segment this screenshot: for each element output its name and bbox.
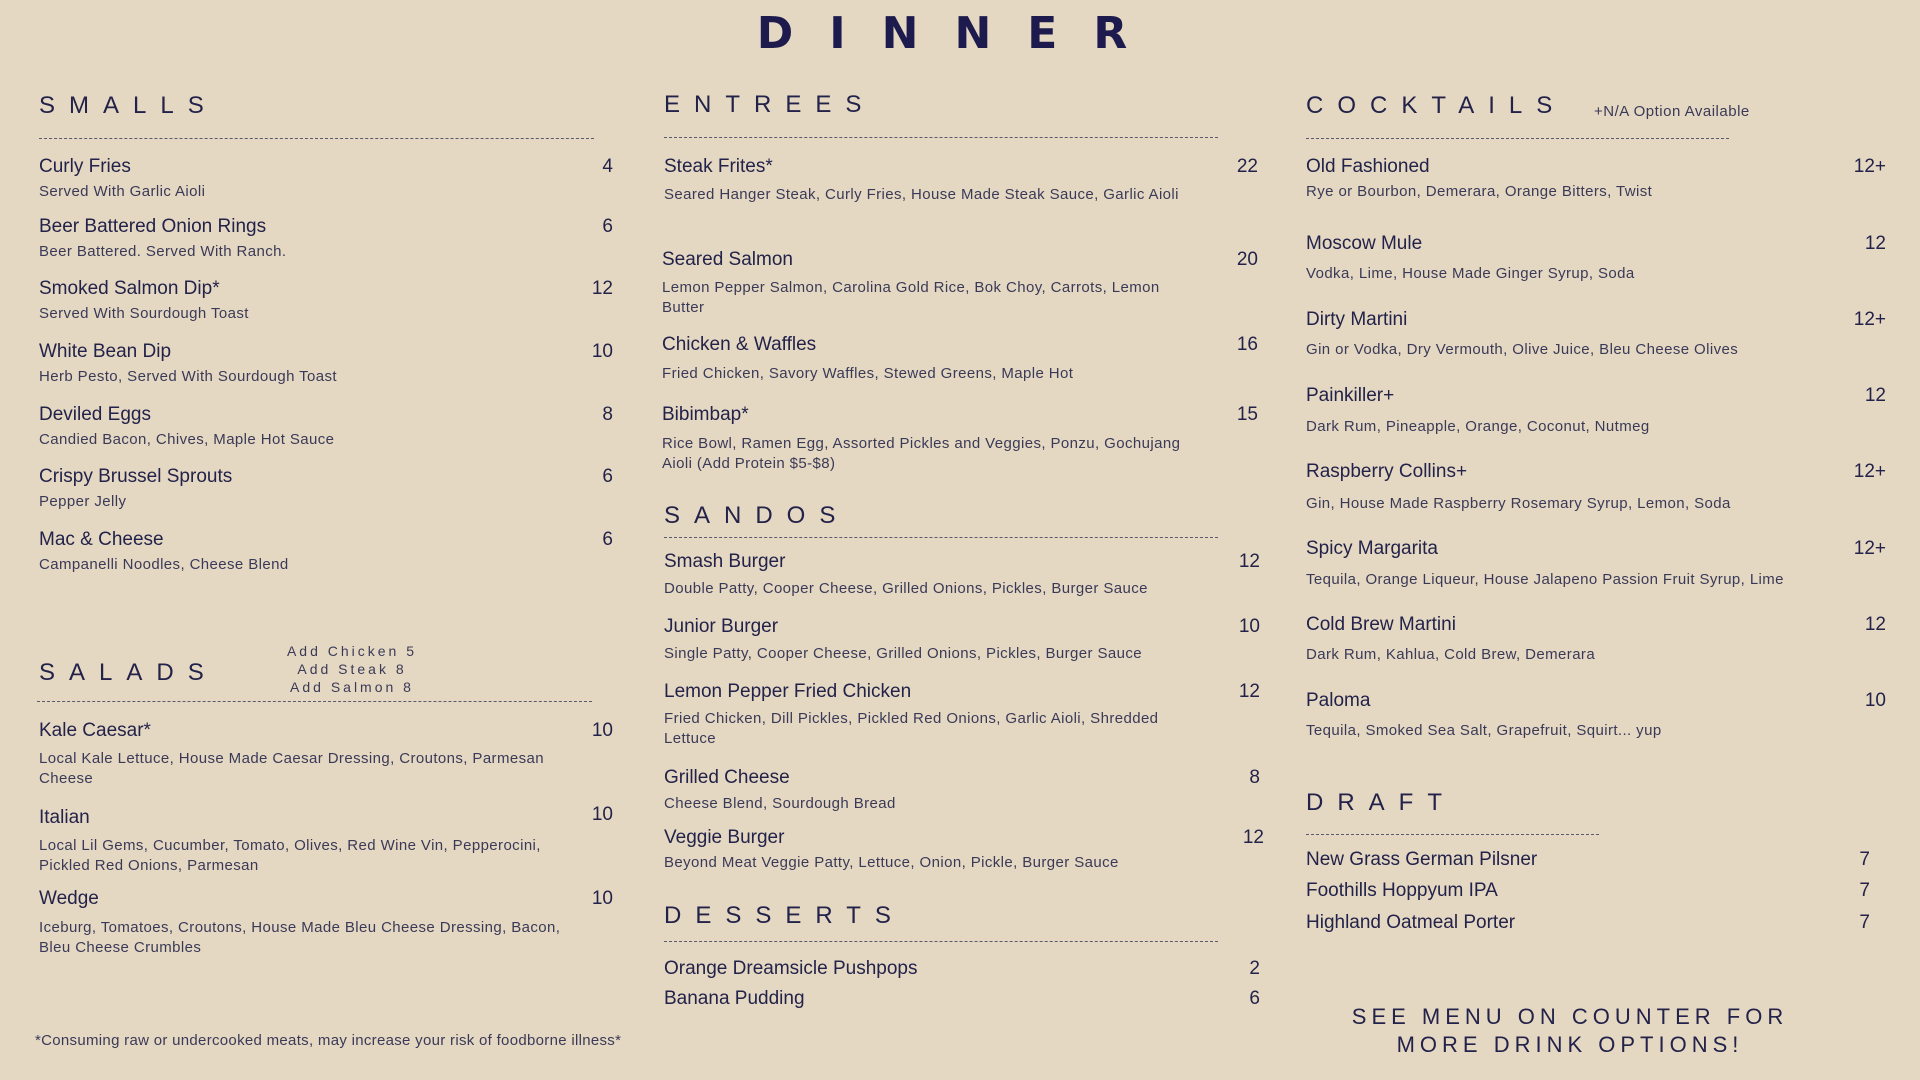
cocktails-item-name: Painkiller+ — [1306, 385, 1395, 406]
smalls-item-name: Deviled Eggs — [39, 404, 151, 425]
salads-item-price: 10 — [591, 888, 613, 909]
more-drinks-notice — [1290, 1003, 1850, 1059]
salads-item-desc: Iceburg, Tomatoes, Croutons, House Made Bleu Cheese Dressing, Bacon, Bleu Cheese Crumbles — [39, 919, 561, 956]
smalls-item-price: 4 — [602, 156, 613, 177]
sandos-item-name: Junior Burger — [664, 616, 779, 637]
cocktails-item-price: 12 — [1864, 614, 1886, 635]
entrees-heading: ENTREES — [664, 91, 876, 118]
entrees-item-name: Bibimbap* — [662, 404, 749, 425]
salads-item-name: Italian — [39, 807, 90, 828]
cocktails-item-desc: Dark Rum, Kahlua, Cold Brew, Demerara — [1306, 646, 1596, 663]
draft-item-name: Foothills Hoppyum IPA — [1306, 880, 1498, 901]
smalls-item-price: 12 — [591, 278, 613, 299]
smalls-item-desc: Candied Bacon, Chives, Maple Hot Sauce — [39, 431, 335, 448]
smalls-item-name: White Bean Dip — [39, 341, 172, 362]
entrees-item-price: 22 — [1236, 156, 1258, 177]
entrees-item-name: Seared Salmon — [662, 249, 793, 270]
entrees-item-price: 16 — [1236, 334, 1258, 355]
entrees-item-desc: Lemon Pepper Salmon, Carolina Gold Rice, Bok Choy, Carrots, Lemon Butter — [662, 279, 1160, 316]
desserts-item-price: 6 — [1249, 988, 1260, 1009]
cocktails-item-name: Old Fashioned — [1306, 156, 1430, 177]
cocktails-item-desc: Gin or Vodka, Dry Vermouth, Olive Juice, Bleu Cheese Olives — [1306, 341, 1739, 358]
entrees-item-name: Chicken & Waffles — [662, 334, 817, 355]
draft-item-price: 7 — [1859, 849, 1870, 870]
sandos-item-price: 10 — [1238, 616, 1260, 637]
smalls-item-name: Mac & Cheese — [39, 529, 164, 550]
cocktails-item-price: 12+ — [1853, 538, 1886, 559]
sandos-item-name: Smash Burger — [664, 551, 786, 572]
draft-item-name: Highland Oatmeal Porter — [1306, 912, 1516, 933]
sandos-item-price: 12 — [1238, 551, 1260, 572]
sandos-divider — [664, 537, 1218, 538]
draft-heading: DRAFT — [1306, 789, 1456, 816]
smalls-item-desc: Herb Pesto, Served With Sourdough Toast — [39, 368, 337, 385]
smalls-item-price: 6 — [602, 216, 613, 237]
cocktails-item-name: Paloma — [1306, 690, 1371, 711]
cocktails-item-desc: Tequila, Smoked Sea Salt, Grapefruit, Squirt... yup — [1306, 722, 1662, 739]
cocktails-divider — [1306, 138, 1729, 139]
sandos-item-price: 8 — [1249, 767, 1260, 788]
smalls-item-desc: Beer Battered. Served With Ranch. — [39, 243, 287, 260]
entrees-item-price: 15 — [1236, 404, 1258, 425]
smalls-item-desc: Served With Sourdough Toast — [39, 305, 249, 322]
addon-steak: Add Steak 8 — [297, 661, 407, 677]
cocktails-item-price: 10 — [1864, 690, 1886, 711]
cocktails-item-price: 12 — [1864, 233, 1886, 254]
more-drinks-line: SEE MENU ON COUNTER FOR — [1351, 1004, 1789, 1029]
smalls-item-desc: Campanelli Noodles, Cheese Blend — [39, 556, 289, 573]
sandos-item-desc: Cheese Blend, Sourdough Bread — [664, 795, 896, 812]
desserts-item-name: Banana Pudding — [664, 988, 805, 1009]
sandos-item-desc: Fried Chicken, Dill Pickles, Pickled Red Onions, Garlic Aioli, Shredded Lettuce — [664, 710, 1159, 747]
salads-heading: SALADS — [39, 659, 218, 686]
raw-food-disclaimer: *Consuming raw or undercooked meats, may increase your risk of foodborne illness* — [35, 1032, 622, 1049]
smalls-item-name: Curly Fries — [39, 156, 131, 177]
entrees-item-desc: Seared Hanger Steak, Curly Fries, House Made Steak Sauce, Garlic Aioli — [664, 186, 1179, 203]
page-title: DINNER — [756, 8, 1164, 59]
sandos-item-price: 12 — [1242, 827, 1264, 848]
sandos-item-name: Grilled Cheese — [664, 767, 790, 788]
smalls-item-desc: Served With Garlic Aioli — [39, 183, 206, 200]
entrees-item-name: Steak Frites* — [664, 156, 773, 177]
desserts-item-name: Orange Dreamsicle Pushpops — [664, 958, 918, 979]
salads-item-price: 10 — [591, 804, 613, 825]
draft-item-price: 7 — [1859, 912, 1870, 933]
entrees-item-price: 20 — [1236, 249, 1258, 270]
draft-item-price: 7 — [1859, 880, 1870, 901]
cocktails-item-name: Dirty Martini — [1306, 309, 1408, 330]
na-option-note: +N/A Option Available — [1594, 103, 1750, 120]
salads-item-name: Kale Caesar* — [39, 720, 151, 741]
addon-salmon: Add Salmon 8 — [290, 679, 414, 695]
more-drinks-line: MORE DRINK OPTIONS! — [1396, 1032, 1744, 1057]
smalls-heading: SMALLS — [39, 92, 218, 119]
sandos-item-desc: Double Patty, Cooper Cheese, Grilled Onions, Pickles, Burger Sauce — [664, 580, 1148, 597]
desserts-divider — [664, 941, 1218, 942]
entrees-item-desc: Rice Bowl, Ramen Egg, Assorted Pickles and Veggies, Ponzu, Gochujang Aioli (Add Protein $5-$8) — [662, 435, 1181, 472]
salads-item-price: 10 — [591, 720, 613, 741]
cocktails-item-name: Spicy Margarita — [1306, 538, 1438, 559]
cocktails-heading: COCKTAILS — [1306, 92, 1567, 119]
salads-item-desc: Local Lil Gems, Cucumber, Tomato, Olives, Red Wine Vin, Pepperocini, Pickled Red Onions, Parmesan — [39, 837, 541, 874]
smalls-item-name: Smoked Salmon Dip* — [39, 278, 220, 299]
draft-item-name: New Grass German Pilsner — [1306, 849, 1538, 870]
smalls-item-price: 10 — [591, 341, 613, 362]
cocktails-item-name: Cold Brew Martini — [1306, 614, 1456, 635]
cocktails-item-desc: Vodka, Lime, House Made Ginger Syrup, Soda — [1306, 265, 1635, 282]
smalls-item-name: Crispy Brussel Sprouts — [39, 466, 233, 487]
smalls-item-price: 6 — [602, 529, 613, 550]
sandos-item-desc: Beyond Meat Veggie Patty, Lettuce, Onion, Pickle, Burger Sauce — [664, 854, 1119, 871]
cocktails-item-price: 12+ — [1853, 309, 1886, 330]
entrees-item-desc: Fried Chicken, Savory Waffles, Stewed Greens, Maple Hot — [662, 365, 1074, 382]
salads-item-name: Wedge — [39, 888, 99, 909]
smalls-item-price: 8 — [602, 404, 613, 425]
cocktails-item-name: Moscow Mule — [1306, 233, 1423, 254]
draft-divider — [1306, 834, 1599, 835]
sandos-item-desc: Single Patty, Cooper Cheese, Grilled Onions, Pickles, Burger Sauce — [664, 645, 1143, 662]
cocktails-item-desc: Tequila, Orange Liqueur, House Jalapeno Passion Fruit Syrup, Lime — [1306, 571, 1784, 588]
salads-addons — [262, 642, 442, 696]
desserts-heading: DESSERTS — [664, 902, 905, 929]
salads-divider — [37, 701, 592, 702]
smalls-item-price: 6 — [602, 466, 613, 487]
smalls-item-name: Beer Battered Onion Rings — [39, 216, 267, 237]
sandos-item-price: 12 — [1238, 681, 1260, 702]
cocktails-item-desc: Rye or Bourbon, Demerara, Orange Bitters, Twist — [1306, 183, 1653, 200]
cocktails-item-name: Raspberry Collins+ — [1306, 461, 1468, 482]
cocktails-item-desc: Gin, House Made Raspberry Rosemary Syrup, Lemon, Soda — [1306, 495, 1731, 512]
cocktails-item-price: 12+ — [1853, 461, 1886, 482]
cocktails-item-price: 12+ — [1853, 156, 1886, 177]
desserts-item-price: 2 — [1249, 958, 1260, 979]
cocktails-item-price: 12 — [1864, 385, 1886, 406]
cocktails-item-desc: Dark Rum, Pineapple, Orange, Coconut, Nutmeg — [1306, 418, 1650, 435]
salads-item-desc: Local Kale Lettuce, House Made Caesar Dressing, Croutons, Parmesan Cheese — [39, 750, 544, 787]
addon-chicken: Add Chicken 5 — [286, 643, 418, 659]
entrees-divider — [664, 137, 1218, 138]
sandos-heading: SANDOS — [664, 502, 850, 529]
sandos-item-name: Veggie Burger — [664, 827, 785, 848]
smalls-divider — [39, 138, 594, 139]
smalls-item-desc: Pepper Jelly — [39, 493, 127, 510]
sandos-item-name: Lemon Pepper Fried Chicken — [664, 681, 912, 702]
